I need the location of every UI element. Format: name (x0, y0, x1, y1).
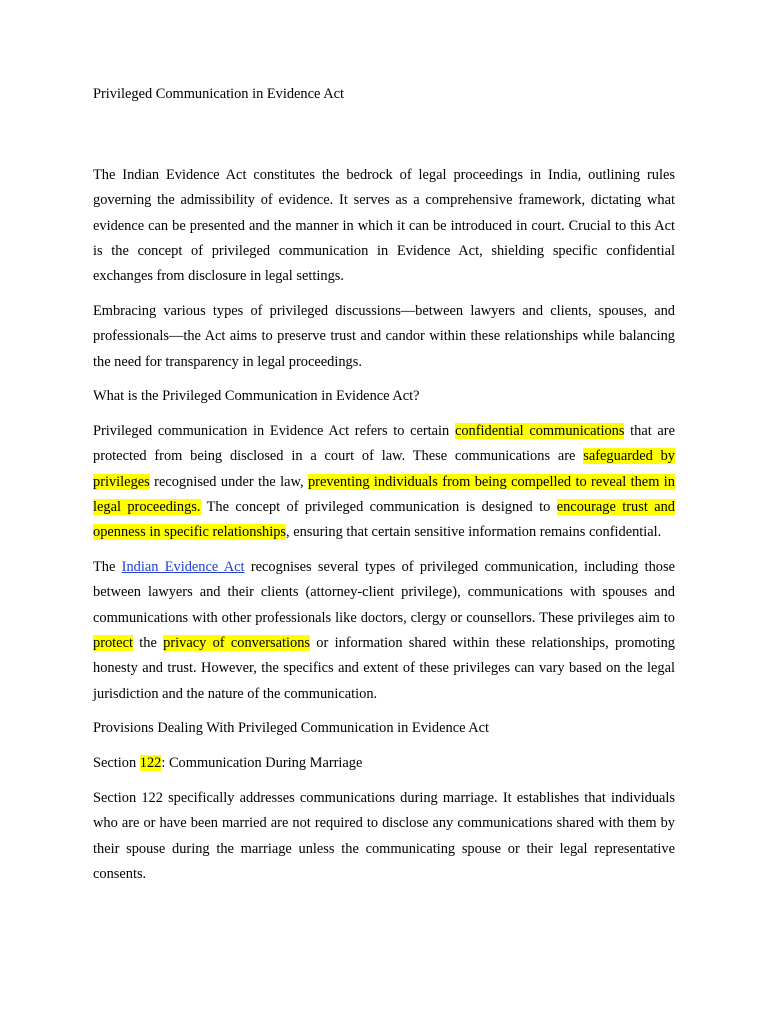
text-run: or information shared within these relationships, promoting honesty and trust. However, the specifics and extent of these privileges can vary based on the legal jurisdiction and the nature of the communication. (93, 635, 675, 702)
section-heading-section-122 (93, 751, 675, 776)
highlighted-text: preventing individuals from being compelled to reveal them in legal proceedings. (93, 473, 676, 516)
highlighted-text: privacy of conversations (163, 635, 310, 652)
text-run: that are protected from being disclosed in a court of law. These communications are (93, 423, 675, 465)
text-run: The concept of privileged communication is designed to (200, 499, 557, 516)
paragraph-section-122: Section 122 specifically addresses communications during marriage. It establishes that individuals who are or have been married are not required to disclose any communications shared with them by their spouse during the marriage unless the communicating spouse or their legal representative consents. (93, 790, 675, 882)
text-run: recognised under the law, (149, 473, 308, 490)
highlighted-text: safeguarded by privileges (93, 448, 675, 490)
section-heading-provisions: Provisions Dealing With Privileged Communication in Evidence Act (93, 720, 490, 737)
highlighted-text: protect (93, 635, 133, 652)
highlighted-section-number: 122 (139, 755, 162, 772)
highlighted-text: encourage trust and openness in specific relationships (93, 499, 675, 541)
paragraph-types: Embracing various types of privileged discussions—between lawyers and clients, spouses, and professionals—the Act aims to preserve trust and candor within these relationships while balancing the need for transparency in legal proceedings. (93, 302, 675, 370)
paragraph-intro: The Indian Evidence Act constitutes the bedrock of legal proceedings in India, outlining rules governing the admissibility of evidence. It serves as a comprehensive framework, dictating what evidence can be presented and the manner in which it can be introduced in court. Crucial to this Act is the concept of privileged communication in Evidence Act, shielding specific confidential exchanges from disclosure in legal settings. (93, 167, 675, 285)
text-run: recognises several types of privileged communication, including those between lawyers and their clients (attorney-client privilege), communications with spouses and communications with other professionals like doctors, clergy or counsellors. These privileges aim to (93, 559, 675, 626)
title-spacer (93, 107, 675, 163)
text-run: : Communication During Marriage (161, 755, 363, 772)
indian-evidence-act-link[interactable]: Indian Evidence Act (121, 559, 245, 576)
text-run: Privileged communication in Evidence Act refers to certain (93, 423, 455, 440)
text-run: Section (93, 755, 140, 772)
paragraph-definition (93, 419, 675, 545)
highlighted-text: confidential communications (454, 423, 625, 440)
document-title: Privileged Communication in Evidence Act (93, 86, 344, 102)
paragraph-types-of-privilege (93, 555, 675, 707)
section-heading-what-is: What is the Privileged Communication in Evidence Act? (93, 388, 420, 405)
text-run: The (93, 559, 122, 576)
text-run: , ensuring that certain sensitive information remains confidential. (286, 524, 662, 541)
text-run: the (132, 635, 164, 652)
document-page (93, 82, 675, 897)
